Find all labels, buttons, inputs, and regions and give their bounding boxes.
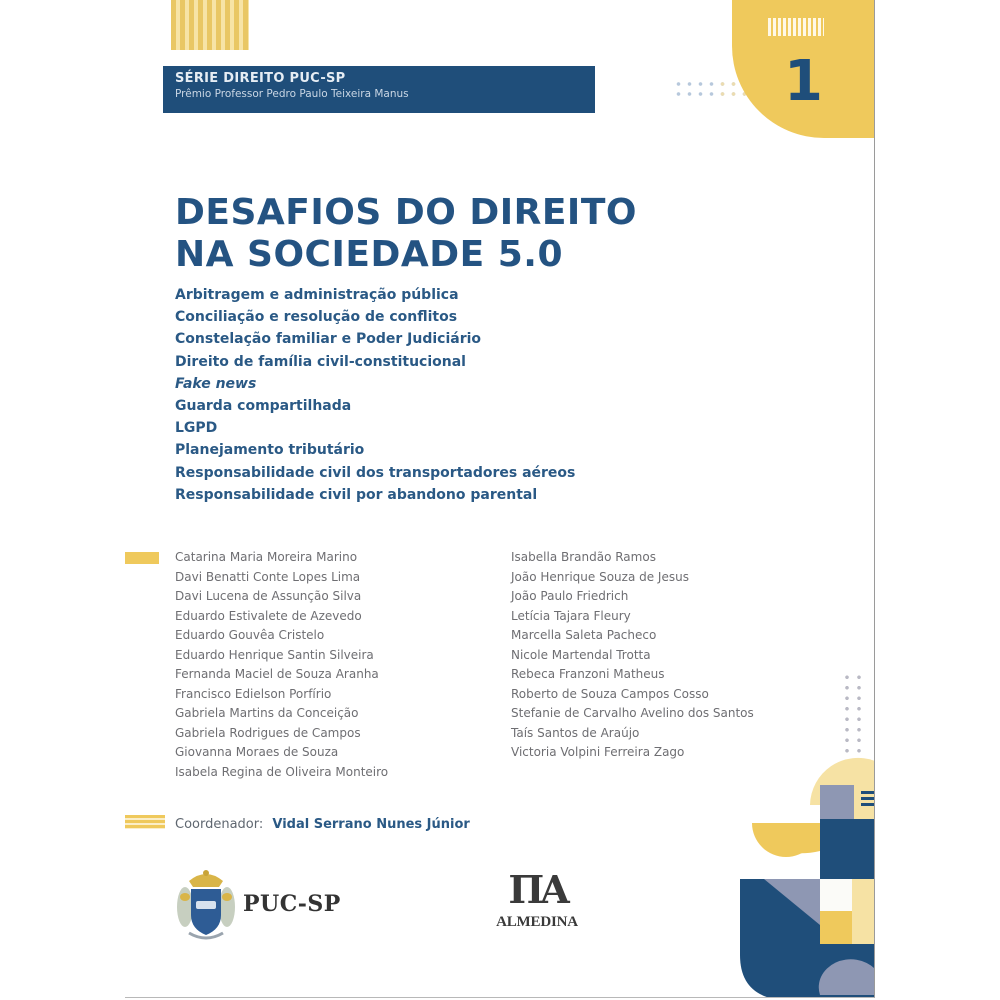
authors-marker <box>125 552 159 564</box>
topic-item: Planejamento tributário <box>175 442 365 459</box>
coordinator <box>175 813 470 832</box>
authors-column-right <box>511 548 754 763</box>
topic-item: Direito de família civil-constitucional <box>175 353 466 370</box>
author-name: Gabriela Martins da Conceição <box>175 706 359 720</box>
decorative-stripes <box>171 0 249 50</box>
author-name: Taís Santos de Araújo <box>511 725 640 740</box>
almedina-wordmark: ALMEDINA <box>496 914 578 930</box>
coordinator-name: Vidal Serrano Nunes Júnior <box>272 817 470 832</box>
author-name: Giovanna Moraes de Souza <box>175 745 339 759</box>
geometric-decoration <box>740 755 875 998</box>
author-name: Eduardo Henrique Santin Silveira <box>175 647 374 662</box>
decorative-side-dots-icon <box>841 672 865 756</box>
series-subtitle: Prêmio Professor Pedro Paulo Teixeira Manus <box>175 88 409 100</box>
author-name: João Henrique Souza de Jesus <box>511 569 689 584</box>
series-title: SÉRIE DIREITO PUC-SP <box>175 71 346 86</box>
topic-item: Fake news <box>175 375 257 392</box>
topic-item: Responsabilidade civil dos transportadores aéreos <box>175 464 576 481</box>
book-cover <box>125 0 875 998</box>
authors-column-left <box>175 548 388 782</box>
book-title-line-2: NA SOCIEDADE 5.0 <box>175 234 563 275</box>
almedina-logo <box>477 867 597 940</box>
puc-sp-logo <box>175 865 375 945</box>
topic-item: Guarda compartilhada <box>175 398 352 415</box>
author-name: Isabela Regina de Oliveira Monteiro <box>175 764 389 779</box>
barcode-icon <box>768 18 824 36</box>
topic-list <box>175 284 575 506</box>
author-name: Davi Benatti Conte Lopes Lima <box>175 569 361 584</box>
puc-crest-icon <box>175 867 237 943</box>
coordinator-label: Coordenador: <box>175 817 264 832</box>
author-name: Fernanda Maciel de Souza Aranha <box>175 667 379 681</box>
author-name: Marcella Saleta Pacheco <box>511 628 657 642</box>
topic-item: Arbitragem e administração pública <box>175 287 459 303</box>
topic-item: Conciliação e resolução de conflitos <box>175 309 458 326</box>
coordinator-marker <box>125 815 165 829</box>
book-title-line-1: DESAFIOS DO DIREITO <box>175 192 637 233</box>
volume-badge <box>732 0 874 138</box>
author-name: João Paulo Friedrich <box>511 589 629 603</box>
author-name: Eduardo Gouvêa Cristelo <box>175 628 325 642</box>
author-name: Victoria Volpini Ferreira Zago <box>511 745 685 759</box>
author-name: Letícia Tajara Fleury <box>511 608 631 623</box>
author-name: Isabella Brandão Ramos <box>511 550 656 564</box>
author-name: Stefanie de Carvalho Avelino dos Santos <box>511 706 754 720</box>
series-banner <box>163 66 595 113</box>
topic-item: Constelação familiar e Poder Judiciário <box>175 331 482 348</box>
author-name: Nicole Martendal Trotta <box>511 647 651 662</box>
volume-number: 1 <box>784 49 823 114</box>
topic-item: LGPD <box>175 420 218 437</box>
topic-item: Responsabilidade civil por abandono parental <box>175 486 538 503</box>
author-name: Francisco Edielson Porfírio <box>175 686 332 701</box>
puc-sp-wordmark: PUC-SP <box>243 891 341 917</box>
author-name: Davi Lucena de Assunção Silva <box>175 589 362 603</box>
author-name: Eduardo Estivalete de Azevedo <box>175 608 362 623</box>
author-name: Catarina Maria Moreira Marino <box>175 550 358 564</box>
author-name: Roberto de Souza Campos Cosso <box>511 686 709 701</box>
almedina-mark-icon: ΠA <box>508 867 566 912</box>
author-name: Gabriela Rodrigues de Campos <box>175 725 361 740</box>
author-name: Rebeca Franzoni Matheus <box>511 667 665 681</box>
book-title <box>175 192 735 276</box>
